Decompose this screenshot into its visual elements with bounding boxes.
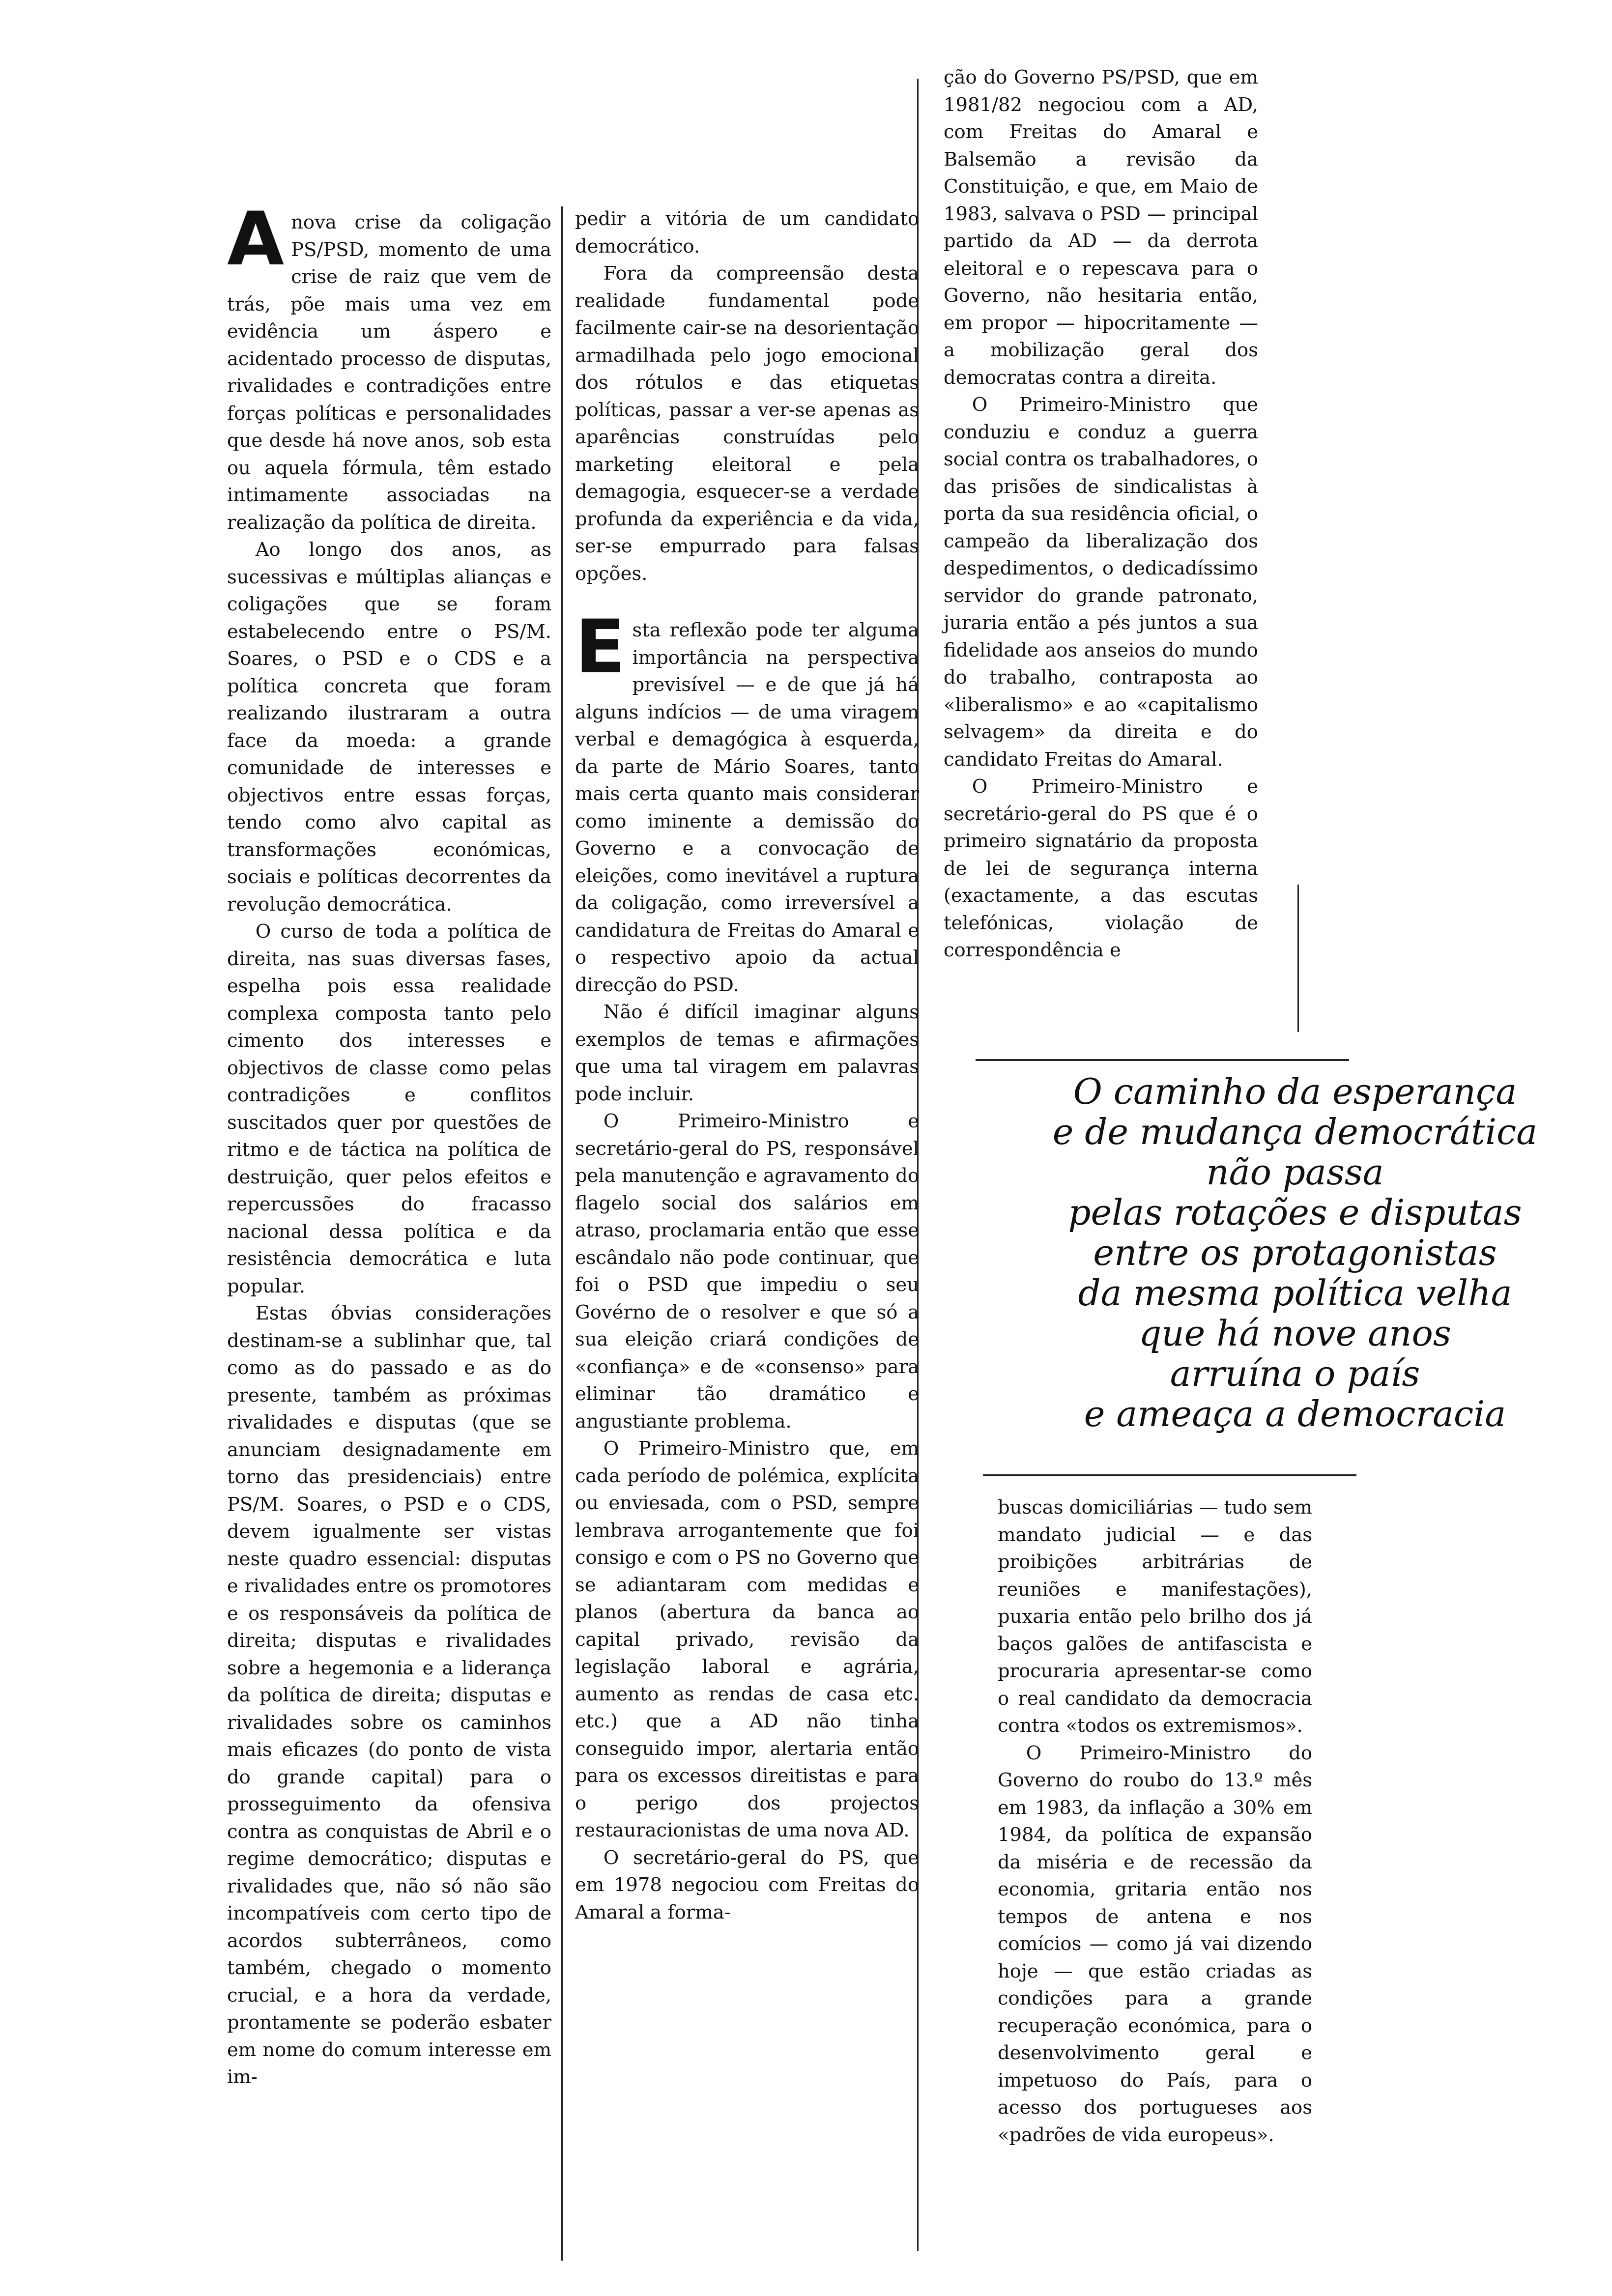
pull-quote-line: que há nove anos (1139, 1313, 1451, 1354)
paragraph: O Primeiro-Ministro e secretário-geral do PS que é o primeiro signatário da proposta de lei de segurança interna (exactamente, a das escutas telefónicas, violação de correspondência e (944, 775, 1258, 961)
paragraph: Fora da compreensão desta realidade fundamental pode facilmente cair-se na desorientação armadilhada pelo jogo emocional dos rótulos e das etiquetas políticas, passar a ver-se apenas as aparências construídas pelo marketing eleitoral e pela demagogia, esquecer-se a verdade profunda da experiência e da vida, ser-se empurrado para falsas opções. (575, 262, 919, 585)
paragraph: Não é difícil imaginar alguns exemplos de temas e afirmações que uma tal viragem em palavras pode incluir. (575, 1001, 919, 1105)
pull-quote-line: O caminho da esperança (1073, 1071, 1517, 1112)
paragraph: pedir a vitória de um candidato democrático. (575, 208, 919, 258)
pullquote-rule-bottom (983, 1474, 1356, 1476)
article-column-2 (575, 205, 919, 1926)
paragraph: O Primeiro-Ministro que conduziu e conduz a guerra social contra os trabalhadores, o das prisões de sindicalistas à porta da sua residência oficial, o campeão da liberalização dos despedimentos, o dedicadíssimo servidor do grande patronato, juraria então a pés juntos a sua fidelidade aos anseios do mundo do trabalho, contraposta ao «liberalismo» e ao «capitalismo selvagem» da direita e do candidato Freitas do Amaral. (944, 394, 1258, 771)
paragraph: buscas domiciliárias — tudo sem mandato judicial — e das proibições arbitrárias de reuniões e manifestações), puxaria então pelo brilho dos já baços galões de antifascista e procuraria apresentar-se como o real candidato da democracia contra «todos os extremismos». (998, 1496, 1312, 1737)
article-column-1 (227, 197, 551, 2091)
pullquote-rule-top (976, 1059, 1349, 1061)
pull-quote-line: pelas rotações e disputas (1068, 1192, 1522, 1233)
column-divider-1 (561, 206, 563, 2261)
paragraph: ção do Governo PS/PSD, que em 1981/82 negociou com a AD, com Freitas do Amaral e Balsemão a revisão da Constituição, e que, em Maio de 1983, salvava o PSD — principal partido da AD — da derrota eleitoral e o repescava para o Governo, não hesitaria então, em propor — hipocritamente — a mobilização geral dos democratas contra a direita. (944, 66, 1258, 389)
drop-cap: A (227, 197, 285, 282)
paragraph: O Primeiro-Ministro que, em cada período de polémica, explícita ou enviesada, com o PSD, sempre lembrava arrogantemente que foi consigo e com o PS no Governo que se adiantaram com medidas e planos (abertura da banca ao capital privado, revisão da legislação laboral e agrária, aumento as rendas de casa etc. etc.) que a AD não tinha conseguido impor, alertaria então para os excessos direitistas e para o perigo dos projectos restauracionistas de uma nova AD. (575, 1437, 919, 1841)
paragraph: O Primeiro-Ministro e secretário-geral do PS, responsável pela manutenção e agravamento do flagelo social dos salários em atraso, proclamaria então que esse escândalo não pode continuar, que foi o PSD que impediu o seu Govérno de o resolver e que só a sua eleição criará condições de «confiança» e de «consenso» para eliminar tão dramático e angustiante problema. (575, 1110, 919, 1433)
paragraph: O secretário-geral do PS, que em 1978 negociou com Freitas do Amaral a forma- (575, 1846, 919, 1923)
pull-quote-line: arruína o país (1170, 1353, 1420, 1394)
pull-quote-line: e ameaça a democracia (1084, 1393, 1506, 1435)
pull-quote-line: da mesma política velha (1078, 1272, 1512, 1314)
paragraph: O curso de toda a política de direita, nas suas diversas fases, espelha pois essa realidade complexa composta tanto pelo cimento dos interesses e objectivos de classe como pelas contradições e conflitos suscitados quer por questões de ritmo e de táctica na política de destruição, quer pelos efeitos e repercussões do fracasso nacional dessa política e da resistência democrática e luta popular. (227, 920, 551, 1297)
drop-cap: E (575, 604, 626, 690)
paragraph: Estas óbvias considerações destinam-se a sublinhar que, tal como as do passado e as do presente, também as próximas rivalidades e disputas (que se anunciam designadamente em torno das presidenciais) entre PS/M. Soares, o PSD e o CDS, devem igualmente ser vistas neste quadro essencial: disputas e rivalidades entre os promotores e os responsáveis da política de direita; disputas e rivalidades sobre a hegemonia e a liderança da política de direita; disputas e rivalidades sobre os caminhos mais eficazes (do ponto de vista do grande capital) para o prosseguimento da ofensiva contra as conquistas de Abril e o regime democrático; disputas e rivalidades que, não só não são incompatíveis com certo tipo de acordos subterrâneos, como também, chegado o momento crucial, e a hora da verdade, prontamente se poderão esbater em nome do comum interesse em im- (227, 1302, 551, 2088)
pull-quote-line: entre os protagonistas (1093, 1232, 1497, 1273)
column-margin-mark (1297, 885, 1299, 1032)
pull-quote (988, 1071, 1602, 1434)
paragraph: Esta reflexão pode ter alguma importância na perspectiva previsível — e de que já há alguns indícios — de uma viragem verbal e demagógica à esquerda, da parte de Mário Soares, tanto mais certa quanto mais considerar como iminente a demissão do Governo e a convocação de eleições, como inevitável a ruptura da coligação, como irreversível a candidatura de Freitas do Amaral e o respectivo apoio da actual direcção do PSD. (575, 604, 919, 996)
article-column-3 (944, 64, 1258, 964)
pull-quote-line: e de mudança democrática (1052, 1111, 1538, 1152)
paragraph: Anova crise da coligação PS/PSD, momento de uma crise de raiz que vem de trás, põe mais uma vez em evidência um áspero e acidentado processo de disputas, rivalidades e contradições entre forças políticas e personalidades que desde há nove anos, sob esta ou aquela fórmula, têm estado intimamente associadas na realização da política de direita. (227, 197, 551, 534)
article-column-3-continued (998, 1494, 1312, 2149)
pull-quote-line: não passa (1206, 1151, 1384, 1193)
paragraph: Ao longo dos anos, as sucessivas e múltiplas alianças e coligações que se foram estabelecendo entre o PS/M. Soares, o PSD e o CDS e a política concreta que foram realizando ilustraram a outra face da moeda: a grande comunidade de interesses e objectivos entre essas forças, tendo como alvo capital as transformações económicas, sociais e políticas decorrentes da revolução democrática. (227, 539, 551, 916)
paragraph: O Primeiro-Ministro do Governo do roubo do 13.º mês em 1983, da inflação a 30% em 1984, da política de expansão da miséria e de recessão da economia, gritaria então nos tempos de antena e nos comícios — como já vai dizendo hoje — que estão criadas as condições para a grande recuperação económica, para o desenvolvimento geral e impetuoso do País, para o acesso dos portugueses aos «padrões de vida europeus». (998, 1742, 1312, 2146)
